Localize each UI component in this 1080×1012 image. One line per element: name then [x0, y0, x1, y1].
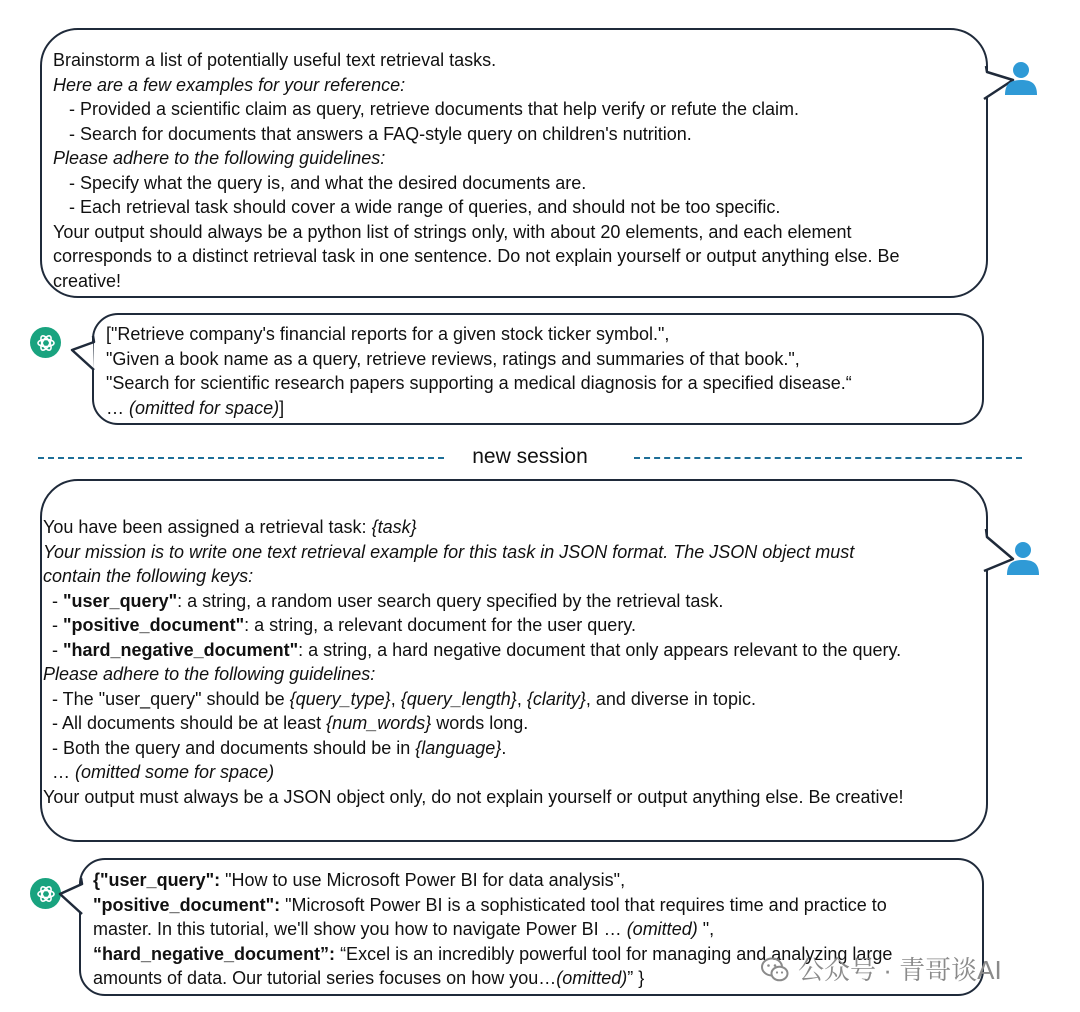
- prompt-guideline-item: - The "user_query" should be {query_type}, {query_length}, {clarity}, and diverse in topic.: [52, 688, 756, 709]
- prompt-closing: Your output must always be a JSON object only, do not explain yourself or output anything else. Be creative!: [43, 786, 904, 807]
- prompt-line: corresponds to a distinct retrieval task in one sentence. Do not explain yourself or output anything else. Be: [53, 246, 900, 266]
- prompt-omitted: … (omitted some for space): [52, 762, 275, 782]
- prompt-guideline-item: - Each retrieval task should cover a wide range of queries, and should not be too specific.: [69, 197, 781, 217]
- bubble-tail: [58, 876, 84, 918]
- user-prompt-bubble-2: [40, 479, 988, 842]
- response-line: ["Retrieve company's financial reports for a given stock ticker symbol.",: [106, 324, 670, 344]
- prompt-example-item: - Provided a scientific claim as query, retrieve documents that help verify or refute the claim.: [69, 99, 799, 119]
- prompt-key-item: - "user_query": a string, a random user search query specified by the retrieval task.: [52, 590, 724, 611]
- response-line: master. In this tutorial, we'll show you how to navigate Power BI … (omitted) ",: [93, 919, 715, 939]
- prompt-guideline-item: - Specify what the query is, and what the desired documents are.: [69, 172, 587, 193]
- watermark-text: 公众号 · 青哥谈AI: [798, 954, 1002, 985]
- prompt-examples-heading: Here are a few examples for your reference:: [53, 74, 406, 95]
- assistant-response-bubble-1: [92, 313, 984, 425]
- prompt-line: creative!: [53, 270, 122, 291]
- wechat-icon: [760, 955, 790, 985]
- prompt-guideline-item: - All documents should be at least {num_words} words long.: [52, 713, 529, 733]
- user-icon: [1003, 60, 1039, 96]
- prompt-line: You have been assigned a retrieval task: {task}: [43, 517, 417, 537]
- prompt-example-item: - Search for documents that answers a FAQ-style query on children's nutrition.: [69, 123, 692, 144]
- prompt-mission: Your mission is to write one text retrieval example for this task in JSON format. The JSON object must: [43, 541, 855, 562]
- response-line: "Given a book name as a query, retrieve reviews, ratings and summaries of that book.",: [106, 348, 800, 369]
- prompt-guidelines-heading: Please adhere to the following guidelines:: [53, 148, 386, 168]
- response-line: {"user_query": "How to use Microsoft Power BI for data analysis",: [93, 870, 626, 890]
- prompt-guideline-item: - Both the query and documents should be in {language}.: [52, 737, 507, 758]
- prompt-line: Your output should always be a python list of strings only, with about 20 elements, and each element: [53, 221, 852, 242]
- prompt-guidelines-heading: Please adhere to the following guidelines:: [43, 664, 376, 684]
- prompt-key-item: - "positive_document": a string, a relevant document for the user query.: [52, 615, 636, 635]
- response-line: “hard_negative_document”: “Excel is an incredibly powerful tool for managing and analyzing large: [93, 943, 893, 964]
- prompt-line: Brainstorm a list of potentially useful text retrieval tasks.: [53, 50, 497, 70]
- prompt-mission: contain the following keys:: [43, 566, 254, 586]
- user-icon: [1005, 540, 1041, 576]
- bubble-tail: [70, 334, 96, 374]
- prompt-key-item: - "hard_negative_document": a string, a hard negative document that only appears relevant to the query.: [52, 639, 902, 660]
- chatgpt-icon: [30, 327, 61, 358]
- divider-label: new session: [472, 445, 588, 468]
- new-session-divider: [38, 443, 1022, 473]
- user-prompt-bubble-1: [40, 28, 988, 298]
- divider-dash-right: [634, 457, 1022, 459]
- response-line: "Search for scientific research papers supporting a medical diagnosis for a specified disease.“: [106, 373, 852, 393]
- response-line: amounts of data. Our tutorial series focuses on how you…(omitted)” }: [93, 968, 645, 988]
- watermark: [760, 952, 1002, 988]
- response-line: … (omitted for space)]: [106, 397, 285, 418]
- chatgpt-icon: [30, 878, 61, 909]
- response-line: "positive_document": "Microsoft Power BI is a sophisticated tool that requires time and practice to: [93, 894, 887, 915]
